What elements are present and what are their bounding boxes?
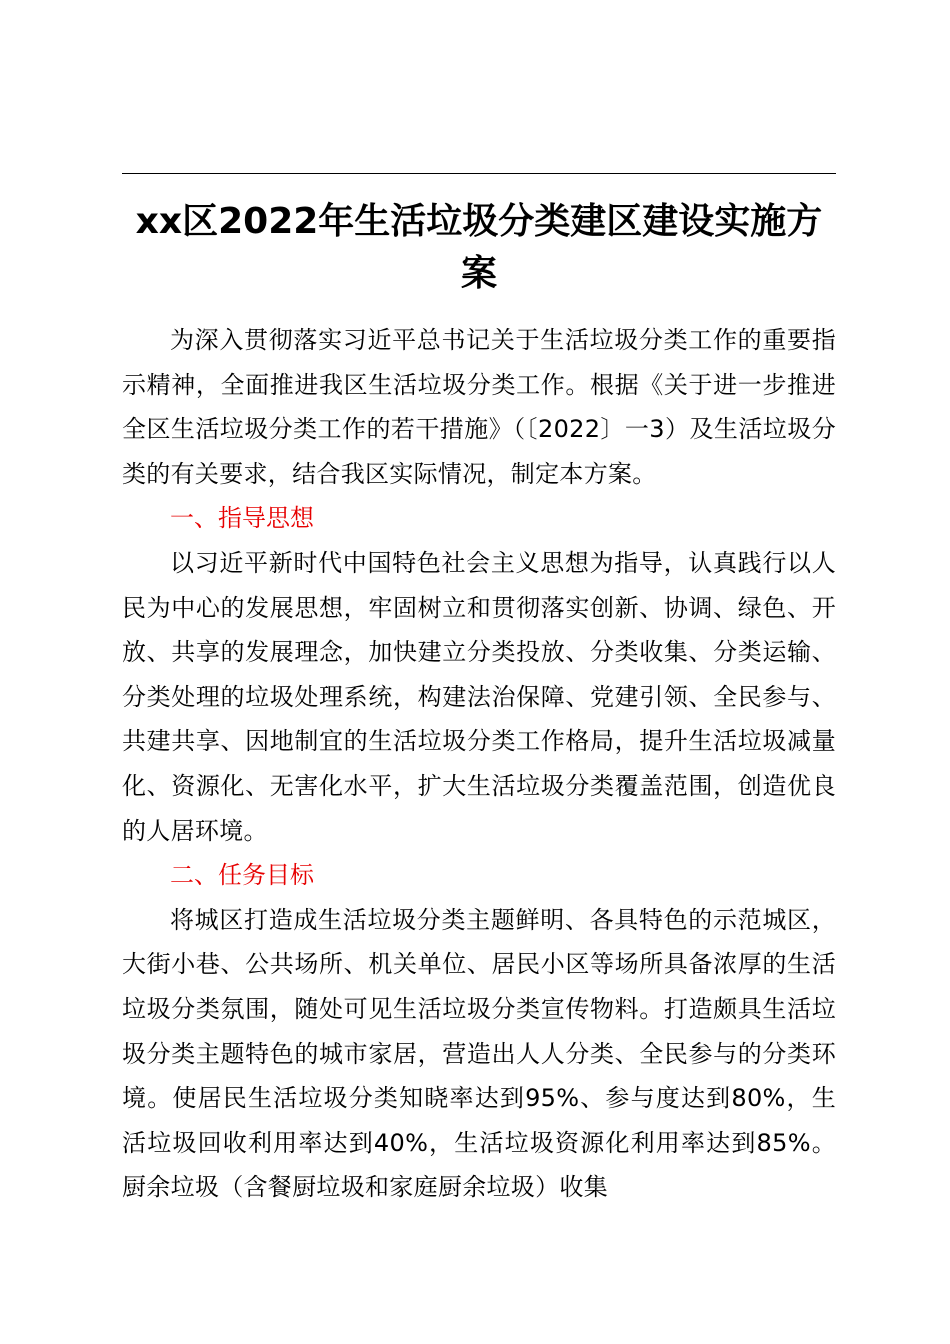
section-heading-task-goals: 二、任务目标: [170, 861, 314, 890]
document-body: [122, 318, 836, 1210]
section-heading-guiding-ideology: 一、指导思想: [170, 504, 314, 533]
section-paragraph-task-goals: 将城区打造成生活垃圾分类主题鲜明、各具特色的示范城区，大街小巷、公共场所、机关单位、居民小区等场所具备浓厚的生活垃圾分类氛围，随处可见生活垃圾分类宣传物料。打造颇具生活垃圾分类主题特色的城市家居，营造出人人分类、全民参与的分类环境。使居民生活垃圾分类知晓率达到95%、参与度达到80%，生活垃圾回收利用率达到40%，生活垃圾资源化利用率达到85%。厨余垃圾（含餐厨垃圾和家庭厨余垃圾）收集: [122, 905, 836, 1202]
header-rule: [122, 173, 836, 174]
section-paragraph-guiding-ideology: 以习近平新时代中国特色社会主义思想为指导，认真践行以人民为中心的发展思想，牢固树立和贯彻落实创新、协调、绿色、开放、共享的发展理念，加快建立分类投放、分类收集、分类运输、分类处理的垃圾处理系统，构建法治保障、党建引领、全民参与、共建共享、因地制宜的生活垃圾分类工作格局，提升生活垃圾减量化、资源化、无害化水平，扩大生活垃圾分类覆盖范围，创造优良的人居环境。: [122, 548, 836, 845]
document-title: xx区2022年生活垃圾分类建区建设实施方案: [135, 201, 823, 294]
intro-paragraph: 为深入贯彻落实习近平总书记关于生活垃圾分类工作的重要指示精神，全面推进我区生活垃圾分类工作。根据《关于进一步推进全区生活垃圾分类工作的若干措施》（〔2022〕一3）及生活垃圾分类的有关要求，结合我区实际情况，制定本方案。: [122, 326, 836, 488]
